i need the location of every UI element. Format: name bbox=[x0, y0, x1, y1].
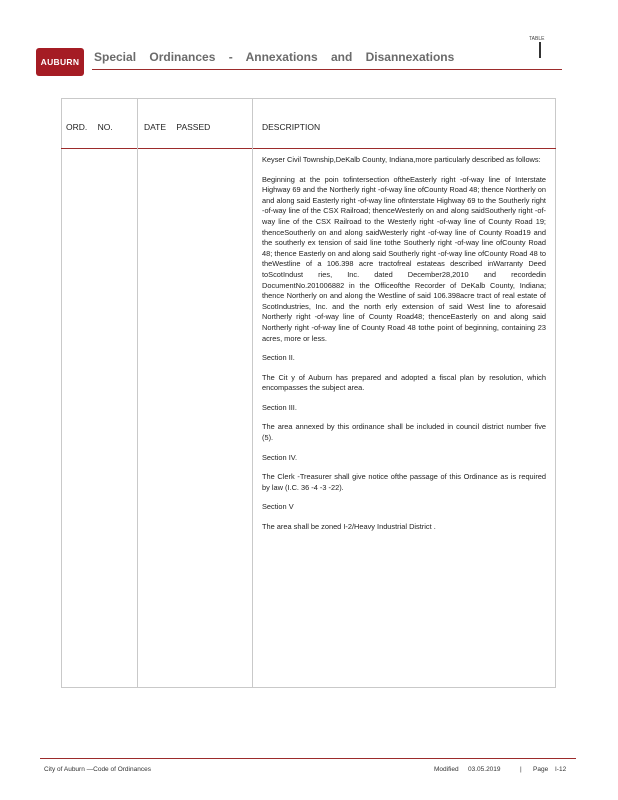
header-date-passed: DATE PASSED bbox=[144, 122, 211, 132]
footer-page-number: I-12 bbox=[555, 766, 567, 773]
footer-page-label: Page bbox=[533, 766, 549, 773]
description-paragraph: The Clerk -Treasurer shall give notice ofthe passage of this Ordinance as is required by law (I.C. 36 -4 -3 -22). bbox=[262, 472, 546, 492]
header-divider bbox=[92, 69, 562, 70]
description-paragraph: The Cit y of Auburn has prepared and adopted a fiscal plan by resolution, which encompasses the subject area. bbox=[262, 372, 546, 393]
footer-separator: | bbox=[520, 766, 522, 773]
header-description: DESCRIPTION bbox=[262, 122, 321, 132]
description-cell bbox=[262, 155, 546, 542]
description-paragraph: Beginning at the poin tofintersection oftheEasterly right -of-way line of Interstate Highway 69 and the Northerly right -of-way line ofCounty Road 48; thence Northerly on and along said Easterly right -of-way line ofInterstate Highway 69 to the Southerly right -of-way line of the CSX Railroad; thenceWesterly on and along saidSoutherly right -of-way line of the CSX Railroad to the Westerly right -of-way line of County Road 19; thenceSoutherly on and along saidWesterly right -of-way line of County Road19 and the southerly ex tension of said line tothe Southerly right -of-way line ofCounty Road 48; thence Easterly on and along said Southerly right -of-way line ofCounty Road 48 to theWestline of a 106.398 acre tractofreal estateas described inWarranty Deed toScotIndust ries, Inc. dated December28,2010 and recordedin DocumentNo.201006882 in the Officeofthe Recorder of DeKalb County, Indiana; thence Northerly on and along the Westline of said 106.398acre tract of real estate of ScotIndustries, Inc. and the north erly extension of said West line to aforesaid Northerly right -of-way line of County Road48; thenceEasterly on and along said Northerly right -of-way line of County Road 48 tothe point of beginning, containing 23 acres, more or less. bbox=[262, 174, 546, 343]
description-paragraph: The area shall be zoned I-2/Heavy Industrial District . bbox=[262, 522, 436, 532]
section-heading: Section IV. bbox=[262, 452, 298, 462]
description-paragraph: Keyser Civil Township,DeKalb County, Indiana,more particularly described as follows: bbox=[262, 155, 541, 164]
footer-code-title: City of Auburn —Code of Ordinances bbox=[44, 766, 151, 773]
auburn-logo bbox=[36, 48, 84, 76]
section-heading: Section V bbox=[262, 502, 294, 512]
header-ord-no: ORD. NO. bbox=[66, 122, 113, 132]
section-heading: Section III. bbox=[262, 402, 297, 412]
footer-modified-date: 03.05.2019 bbox=[468, 766, 501, 773]
page-title: Special Ordinances - Annexations and Disannexations bbox=[94, 50, 455, 64]
table-tag: TABLE bbox=[529, 36, 545, 42]
description-paragraph: The area annexed by this ordinance shall be included in council district number five (5). bbox=[262, 422, 546, 443]
logo-text: AUBURN bbox=[40, 57, 80, 67]
table-marker bbox=[539, 42, 541, 58]
footer-modified-label: Modified bbox=[434, 766, 459, 773]
column-divider bbox=[252, 98, 253, 688]
section-heading: Section II. bbox=[262, 353, 295, 363]
column-divider bbox=[137, 98, 138, 688]
footer-divider bbox=[40, 758, 576, 759]
